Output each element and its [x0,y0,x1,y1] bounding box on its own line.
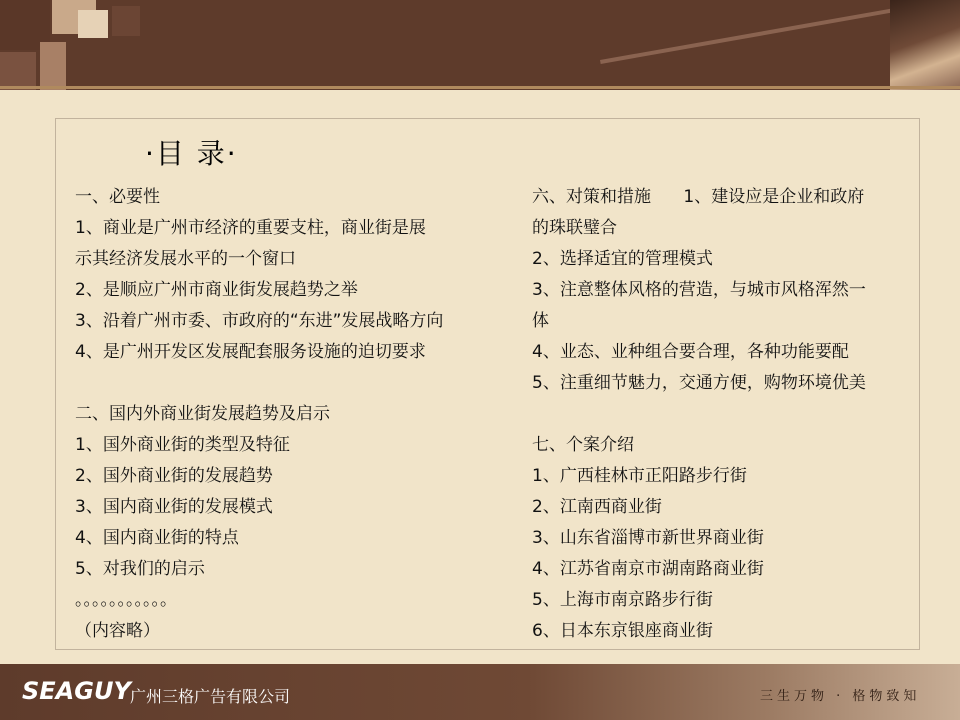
toc-line: 2、江南西商业街 [532,497,662,517]
toc-line: 3、国内商业街的发展模式 [75,497,273,517]
toc-line: 2、选择适宜的管理模式 [532,249,713,269]
toc-line: 一、必要性 [75,187,160,207]
toc-line: 示其经济发展水平的一个窗口 [75,249,296,269]
toc-line: 2、是顺应广州市商业街发展趋势之举 [75,280,358,300]
toc-line [532,399,952,430]
toc-line: 4、江苏省南京市湖南路商业街 [532,559,764,579]
toc-line: （内容略） [75,621,160,641]
toc-line: 3、注意整体风格的营造，与城市风格浑然一 [532,280,866,300]
header-divider [0,86,960,89]
toc-line: 1、商业是广州市经济的重要支柱，商业街是展 [75,218,426,238]
toc-left-column [75,182,530,647]
toc-line: 4、国内商业街的特点 [75,528,239,548]
toc-line: 1、国外商业街的类型及特征 [75,435,290,455]
company-name: 广州三格广告有限公司 [130,687,291,706]
seaguy-logo: SEAGUY [22,677,131,705]
header-banner [0,0,960,90]
toc-line: 体 [532,311,549,331]
toc-line: 七、个案介绍 [532,435,634,455]
decor-tile [112,6,140,36]
page-title: ·目 录· [145,137,238,170]
header-photo [890,0,960,90]
toc-right-column [532,182,952,647]
toc-line: 的珠联璧合 [532,218,617,238]
toc-line: 5、注重细节魅力，交通方便，购物环境优美 [532,373,866,393]
toc-line: 六、对策和措施 1、建设应是企业和政府 [532,187,865,207]
toc-line: 二、国内外商业街发展趋势及启示 [75,404,330,424]
decor-tile [0,52,36,90]
toc-line: 3、山东省淄博市新世界商业街 [532,528,764,548]
toc-line [75,368,530,399]
toc-line: 5、对我们的启示 [75,559,205,579]
toc-line: 1、广西桂林市正阳路步行街 [532,466,747,486]
decor-tile [40,42,66,90]
toc-line: 2、国外商业街的发展趋势 [75,466,273,486]
toc-line: 4、业态、业种组合要合理，各种功能要配 [532,342,849,362]
toc-line: 5、上海市南京路步行街 [532,590,713,610]
slogan: 三生万物 · 格物致知 [760,689,921,704]
toc-line: 3、沿着广州市委、市政府的“东进”发展战略方向 [75,311,444,331]
toc-line: 。。。。。。。。。。。 [75,590,177,610]
toc-line: 6、日本东京银座商业街 [532,621,713,641]
decor-tile [78,10,108,38]
toc-line: 4、是广州开发区发展配套服务设施的迫切要求 [75,342,426,362]
